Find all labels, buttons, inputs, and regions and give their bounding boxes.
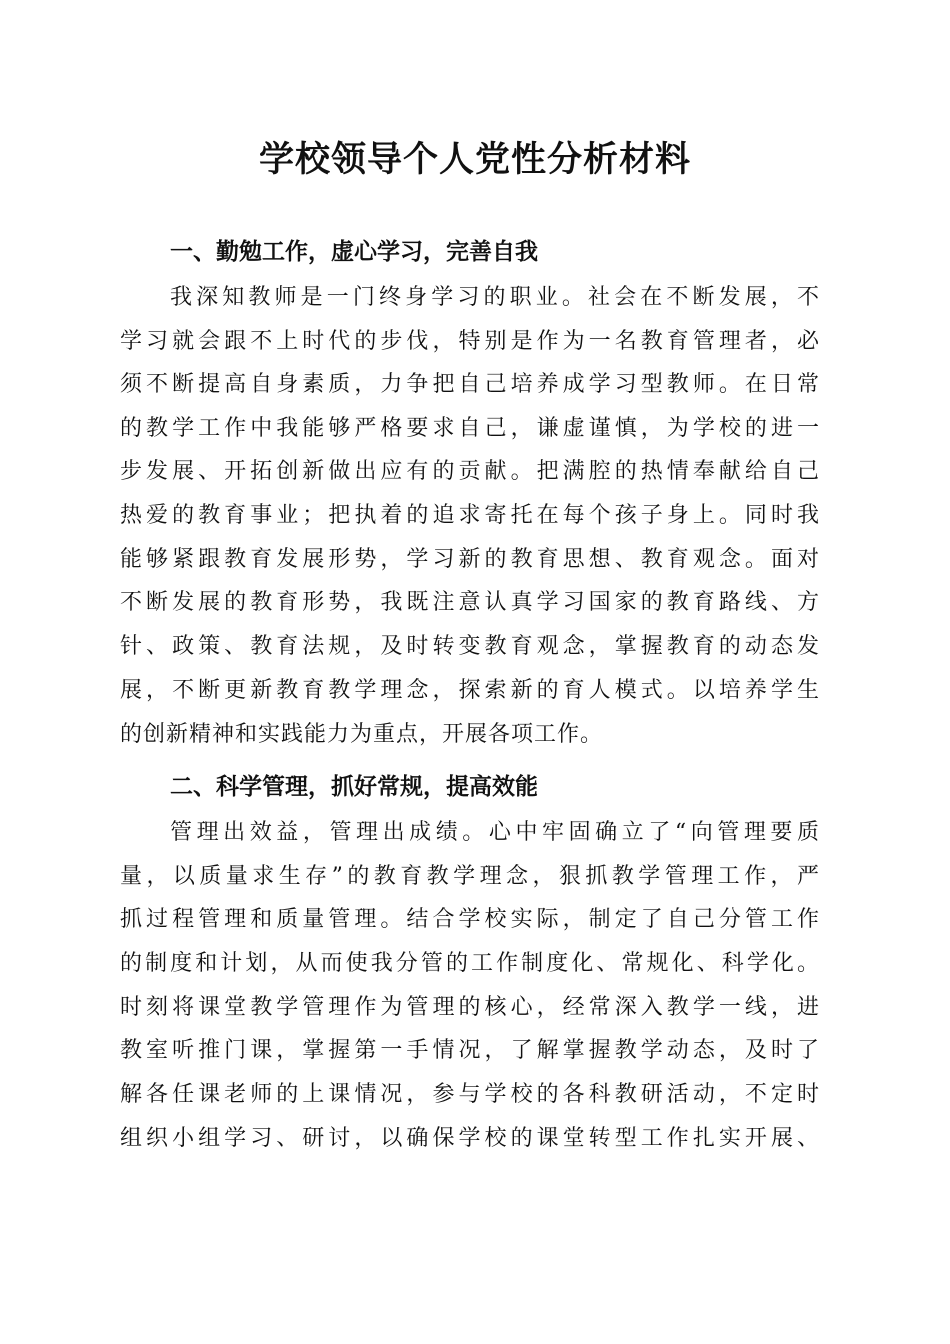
paragraph-line: 热爱的教育事业；把执着的追求寄托在每个孩子身上。同时我 <box>120 503 820 528</box>
page-title: 学校领导个人党性分析材料 <box>258 139 691 180</box>
section-heading-1: 一、勤勉工作，虚心学习，完善自我 <box>170 239 538 265</box>
paragraph-line: 抓过程管理和质量管理。结合学校实际，制定了自己分管工作 <box>120 907 820 932</box>
paragraph-line: 能够紧跟教育发展形势，学习新的教育思想、教育观念。面对 <box>120 547 820 572</box>
paragraph-line: 教室听推门课，掌握第一手情况，了解掌握教学动态，及时了 <box>120 1038 820 1063</box>
section-heading-2: 二、科学管理，抓好常规，提高效能 <box>170 774 538 800</box>
paragraph-line: 针、政策、教育法规，及时转变教育观念，掌握教育的动态发 <box>120 634 820 659</box>
paragraph-line: 时刻将课堂教学管理作为管理的核心，经常深入教学一线，进 <box>120 995 820 1020</box>
paragraph-line: 解各任课老师的上课情况，参与学校的各科教研活动，不定时 <box>120 1082 820 1107</box>
paragraph-line: 的制度和计划，从而使我分管的工作制度化、常规化、科学化。 <box>120 951 820 976</box>
paragraph-line: 展，不断更新教育教学理念，探索新的育人模式。以培养学生 <box>120 678 820 703</box>
paragraph-line: 学习就会跟不上时代的步伐，特别是作为一名教育管理者，必 <box>120 329 820 354</box>
paragraph-line: 步发展、开拓创新做出应有的贡献。把满腔的热情奉献给自己 <box>120 459 820 484</box>
paragraph-line: 量，以质量求生存”的教育教学理念，狠抓教学管理工作，严 <box>120 864 820 889</box>
paragraph-line: 不断发展的教育形势，我既注意认真学习国家的教育路线、方 <box>120 590 820 615</box>
paragraph-line: 的教学工作中我能够严格要求自己，谦虚谨慎，为学校的进一 <box>120 416 820 441</box>
paragraph-line: 须不断提高自身素质，力争把自己培养成学习型教师。在日常 <box>120 372 820 397</box>
paragraph-line: 我深知教师是一门终身学习的职业。社会在不断发展，不 <box>170 285 820 310</box>
paragraph-line: 管理出效益，管理出成绩。心中牢固确立了“向管理要质 <box>170 820 820 845</box>
paragraph-line: 组织小组学习、研讨，以确保学校的课堂转型工作扎实开展、 <box>120 1126 820 1151</box>
paragraph-line: 的创新精神和实践能力为重点，开展各项工作。 <box>120 722 604 747</box>
